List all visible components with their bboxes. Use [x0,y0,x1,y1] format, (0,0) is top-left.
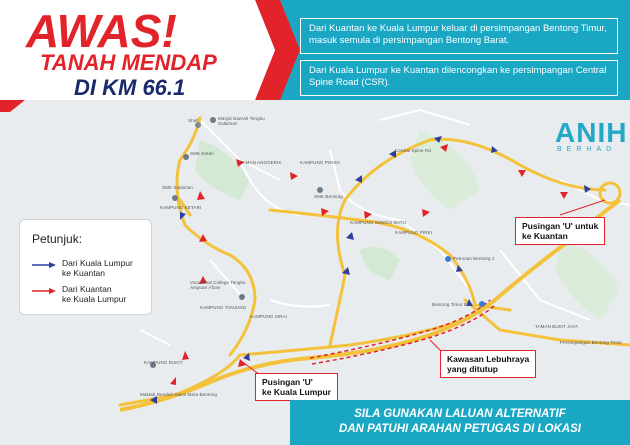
title-km: DI KM 66.1 [74,75,186,100]
callout-uturn-kuantan [515,217,605,245]
label-shell: Shell [188,118,199,123]
callout-text: ke Kuantan [522,231,568,241]
callout-uturn-kl [255,373,338,401]
legend-title: Petunjuk: [32,232,83,246]
logo-main: ANIH [555,117,628,148]
label-kampung-bukit: KAMPUNG BUKIT [144,360,183,365]
label-kampung-sirai: KAMPUNG SIRAI [250,314,288,319]
label-bentong-timur: Bentong Timur Exit [432,302,472,307]
footer-line1: SILA GUNAKAN LALUAN ALTERNATIF [354,408,566,420]
callout-text: ke Kuala Lumpur [262,387,331,397]
label-kampung-tanjung: KAMPUNG TANJUNG [200,305,247,310]
legend-label-l1: Dari Kuantan [62,284,112,294]
callout-text: Kawasan Lebuhraya [447,354,530,364]
label-kampung-pirki: KAMPUNG PIRKI [395,230,433,235]
title-tanah-mendap: TANAH MENDAP [40,50,217,75]
label-kampung-ketari: KAMPUNG KETARI [160,205,202,210]
notice-kl-to-kuantan: Dari Kuala Lumpur ke Kuantan dilencongkan ke persimpangan Central Spine Road (CSR). [300,60,618,96]
label-kampung-sungai-batu: KAMPUNG SUNGAI BATU [350,220,407,225]
footer-line2: DAN PATUHI ARAHAN PETUGAS DI LOKASI [339,423,581,435]
title-awas: AWAS! [26,5,177,57]
legend-label-l1: Dari Kuala Lumpur [62,258,133,268]
callout-text: yang ditutup [447,364,498,374]
footer-banner [290,400,630,445]
legend-label-l2: ke Kuala Lumpur [62,294,127,304]
label-smk-sulaiman: SMK Sulaiman [162,185,193,190]
notice-kuantan-to-kl: Dari Kuantan ke Kuala Lumpur keluar di persimpangan Bentong Timur, masuk semula di persimpangan Bentong Barat. [300,18,618,54]
label-smk-bentong: SMK Bentong [314,194,343,199]
label-taman-anggerik: TAMAN ANGGERIK [240,160,282,165]
label-masjid: Masjid Daerah Tengku Sulaiman [218,116,265,126]
callout-closed-area [440,350,536,378]
callout-text: Pusingan 'U' [262,377,313,387]
label-persimpangan: Persimpangan Bentong Timur [560,340,623,345]
label-central-spine-road: Central Spine Rd [395,148,431,153]
label-maktab: Maktab Rendah Sains Mara Bentong [140,392,217,397]
label-vocational: Vocational College Tengku Ampuan Afzan [190,280,246,290]
label-kampung-pohoi: KAMPUNG POHOI [300,160,340,165]
callout-text: Pusingan 'U' untuk [522,221,599,231]
logo-sub: BERHAD [557,146,617,153]
legend-label-l2: ke Kuantan [62,268,106,278]
label-petronas: Petronas Bentong 1 [453,256,495,261]
label-smk-ketari: SMK Ketari [190,151,214,156]
label-taman-bukit-jaya: TAMAN BUKIT JAYA [535,324,579,329]
